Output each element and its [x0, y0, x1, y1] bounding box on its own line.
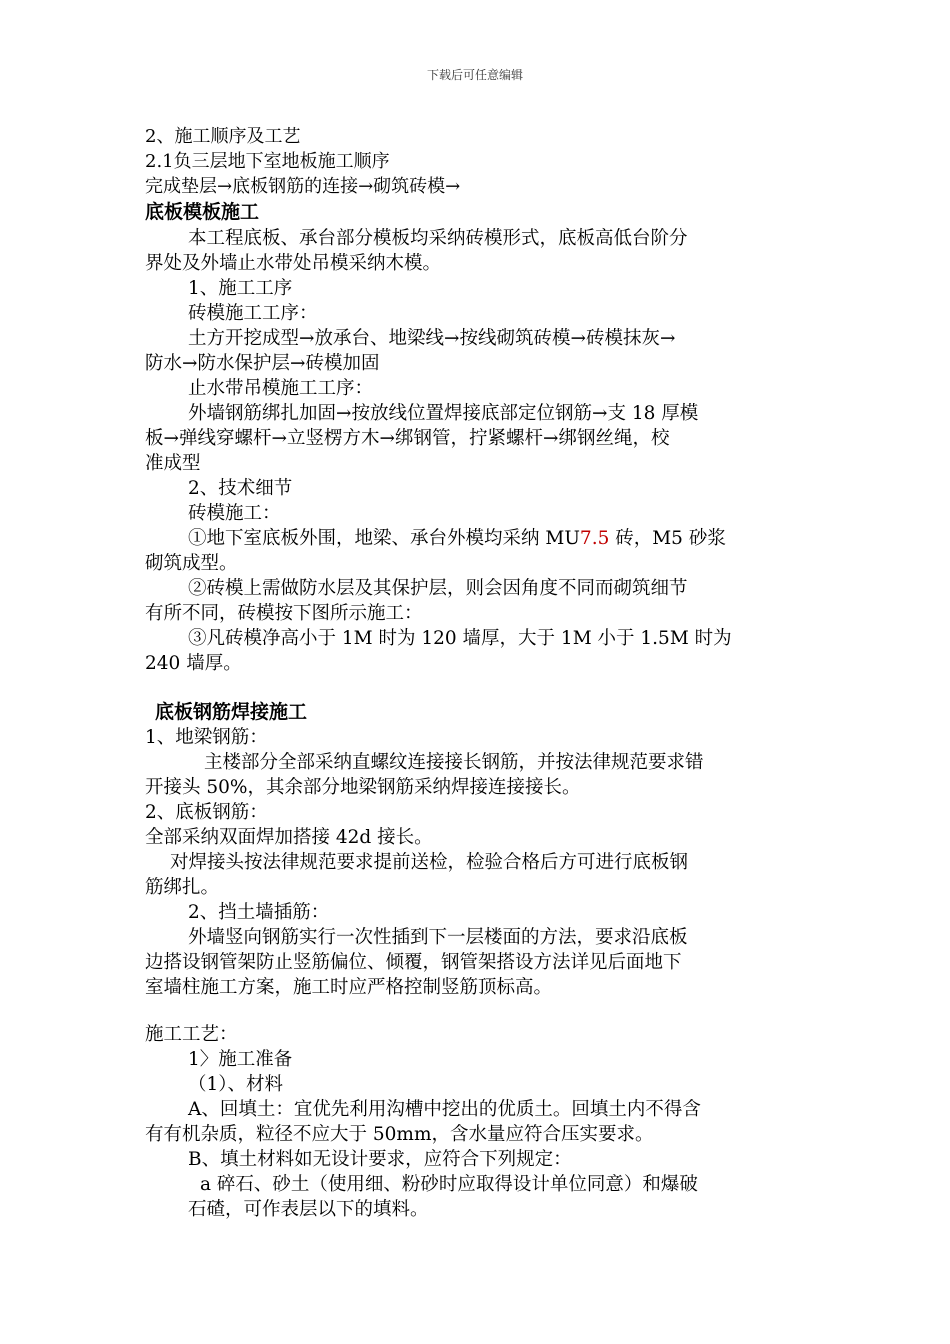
body-text: ②砖模上需做防水层及其保护层，则会因角度不同而砌筑细节 — [188, 578, 688, 599]
heading: 底板模板施工 — [145, 201, 260, 223]
body-text: 砖模施工： — [188, 503, 281, 524]
body-text: 2、底板钢筋： — [145, 802, 268, 823]
body-text: 240 墙厚。 — [145, 653, 242, 674]
body-text: 板→弹线穿螺杆→立竖楞方木→绑钢管，拧紧螺杆→绑钢丝绳，校 — [145, 428, 670, 449]
body-text: 准成型 — [145, 453, 201, 474]
body-text: a 碎石、砂土（使用细、粉砂时应取得设计单位同意）和爆破 — [200, 1174, 698, 1195]
body-text: 2、挡土墙插筋： — [188, 902, 330, 923]
page-header: 下载后可任意编辑 — [426, 68, 523, 82]
body-text: 砖模施工工序： — [188, 303, 318, 324]
body-text: 石碴，可作表层以下的填料。 — [188, 1199, 429, 1220]
body-text: 有所不同，砖模按下图所示施工： — [145, 603, 423, 624]
body-text: A、回填土：宜优先利用沟槽中挖出的优质土。回填土内不得含 — [188, 1099, 701, 1120]
body-text: 止水带吊模施工工序： — [188, 378, 374, 399]
body-text: ③凡砖模净高小于 1M 时为 120 墙厚，大于 1M 小于 1.5M 时为 — [188, 628, 732, 649]
body-text: （1）、材料 — [188, 1074, 284, 1095]
body-text: 边搭设钢管架防止竖筋偏位、倾覆，钢管架搭设方法详见后面地下 — [145, 952, 682, 973]
body-text: 开接头 50%，其余部分地梁钢筋采纳焊接连接接长。 — [145, 777, 581, 798]
body-text: 完成垫层→底板钢筋的连接→砌筑砖模→ — [145, 176, 461, 197]
body-text — [188, 526, 726, 551]
text-run: 砖，M5 砂浆 — [609, 528, 726, 549]
body-text: 对焊接头按法律规范要求提前送检，检验合格后方可进行底板钢 — [170, 852, 689, 873]
text-run: ①地下室底板外围，地梁、承台外模均采纳 MU — [188, 528, 580, 549]
body-text: 全部采纳双面焊加搭接 42d 接长。 — [145, 827, 433, 848]
body-text: 2、技术细节 — [188, 478, 293, 499]
highlight-text: 7.5 — [579, 528, 610, 549]
body-text: B、填土材料如无设计要求，应符合下列规定： — [188, 1149, 572, 1170]
body-text: 1、地梁钢筋： — [145, 727, 268, 748]
body-text: 有有机杂质，粒径不应大于 50mm，含水量应符合压实要求。 — [145, 1124, 654, 1145]
heading: 底板钢筋焊接施工 — [155, 701, 308, 723]
subsection-title: 2.1负三层地下室地板施工顺序 — [145, 151, 390, 172]
body-text: 1〉施工准备 — [188, 1049, 293, 1070]
body-text: 防水→防水保护层→砖模加固 — [145, 353, 380, 374]
body-text: 筋绑扎。 — [145, 877, 220, 898]
body-text: 界处及外墙止水带处吊模采纳木模。 — [145, 253, 442, 274]
section-title: 2、施工顺序及工艺 — [145, 126, 301, 147]
body-text: 外墙竖向钢筋实行一次性插到下一层楼面的方法，要求沿底板 — [188, 927, 688, 948]
body-text: 本工程底板、承台部分模板均采纳砖模形式，底板高低台阶分 — [188, 228, 688, 249]
body-text: 土方开挖成型→放承台、地梁线→按线砌筑砖模→砖模抹灰→ — [188, 328, 676, 349]
body-text: 室墙柱施工方案，施工时应严格控制竖筋顶标高。 — [145, 977, 553, 998]
body-text: 主楼部分全部采纳直螺纹连接接长钢筋，并按法律规范要求错 — [204, 752, 704, 773]
body-text: 1、施工工序 — [188, 278, 293, 299]
body-text: 施工工艺： — [145, 1024, 238, 1045]
body-text: 外墙钢筋绑扎加固→按放线位置焊接底部定位钢筋→支 18 厚模 — [188, 403, 699, 424]
body-text: 砌筑成型。 — [145, 553, 238, 574]
